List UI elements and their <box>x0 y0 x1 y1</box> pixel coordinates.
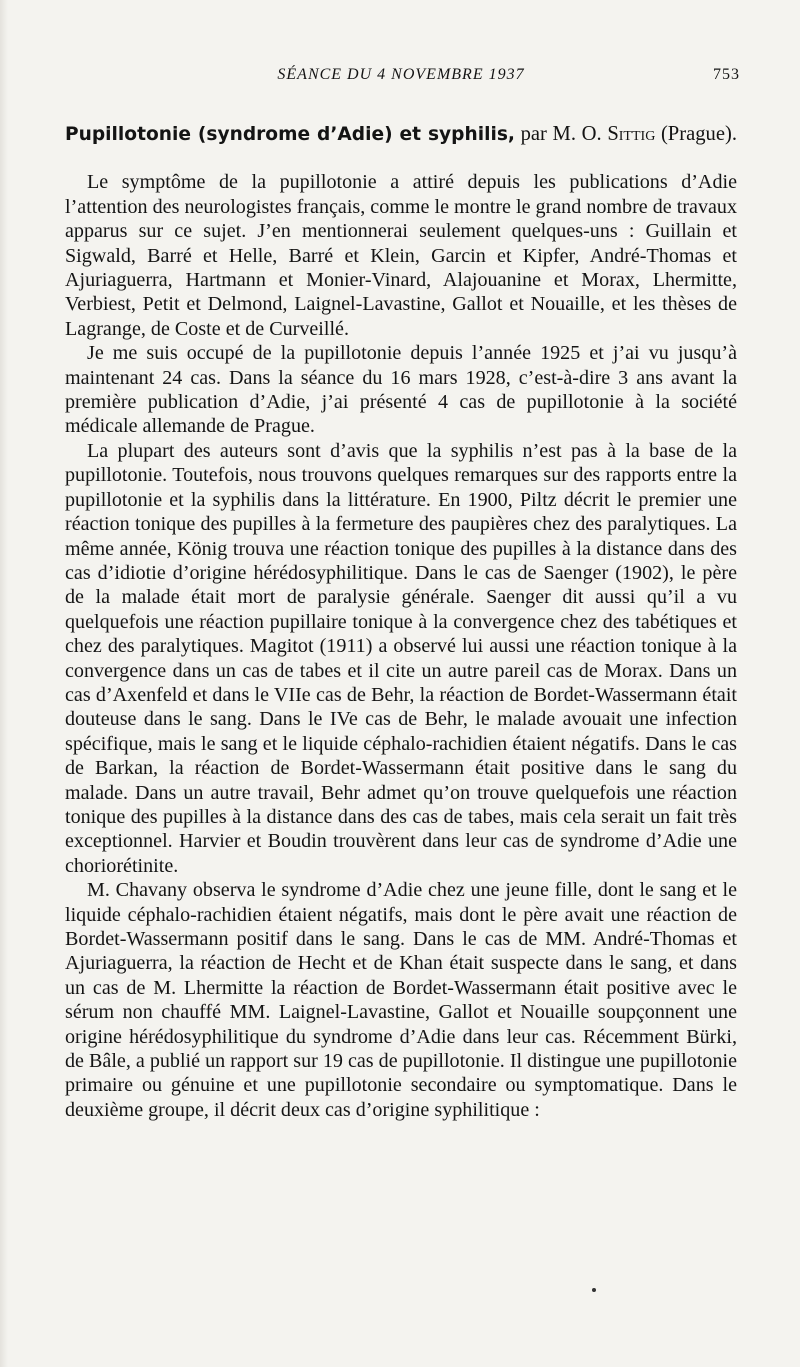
running-title: SÉANCE DU 4 NOVEMBRE 1937 <box>277 66 525 83</box>
author-name: Sittig <box>607 123 656 145</box>
author-prefix: par M. O. <box>520 123 602 145</box>
running-header <box>62 66 740 90</box>
paragraph: Le symptôme de la pupillotonie a attiré depuis les publications d’Adie l’attention des neurologistes français, comme le montre le grand nombre de travaux apparus sur ce sujet. J’en mentionnerai seulement quelques-uns : Guillain et Sigwald, Barré et Helle, Barré et Klein, Garcin et Kipfer, André-Thomas et Ajuriaguerra, Hartmann et Monier-Vinard, Alajouanine et Morax, Lhermitte, Verbiest, Petit et Delmond, Laignel-Lavastine, Gallot et Nouaille, et les thèses de Lagrange, de Coste et de Curveillé. <box>65 171 737 340</box>
page-edge-shadow <box>0 0 8 1367</box>
paragraph: Je me suis occupé de la pupillotonie depuis l’année 1925 et j’ai vu jusqu’à maintenant 24 cas. Dans la séance du 16 mars 1928, c’est-à-dire 3 ans avant la première publication d’Adie, j’ai présenté 4 cas de pupillotonie à la société médicale allemande de Prague. <box>65 342 737 438</box>
article-title-line <box>65 122 737 147</box>
article <box>65 122 737 1122</box>
paragraph: M. Chavany observa le syndrome d’Adie chez une jeune fille, dont le sang et le liquide céphalo-rachidien étaient négatifs, mais dont le père avait une réaction de Bordet-Wassermann positif dans le sang. Dans le cas de MM. André-Thomas et Ajuriaguerra, la réaction de Hecht et de Khan était suspecte dans le sang, et dans un cas de M. Lhermitte la réaction de Bordet-Wassermann était positive avec le sérum non chauffé MM. Laignel-Lavastine, Gallot et Nouaille soupçonnent une origine hérédosyphilitique du syndrome d’Adie dans leur cas. Récemment Bürki, de Bâle, a publié un rapport sur 19 cas de pupillotonie. Il distingue une pupillotonie primaire ou génuine et une pupillotonie secondaire ou symptomatique. Dans le deuxième groupe, il décrit deux cas d’origine syphilitique : <box>65 879 737 1121</box>
page-number: 753 <box>713 66 740 83</box>
article-title: Pupillotonie (syndrome d’Adie) et syphilis, <box>65 124 515 145</box>
paragraph: La plupart des auteurs sont d’avis que la syphilis n’est pas à la base de la pupillotonie. Toutefois, nous trouvons quelques remarques sur des rapports entre la pupillotonie et la syphilis dans la littérature. En 1900, Piltz décrit le premier une réaction tonique des pupilles à la fermeture des paupières chez des paralytiques. La même année, König trouva une réaction tonique des pupilles à la distance dans des cas d’idiotie d’origine hérédosyphilitique. Dans le cas de Saenger (1902), le père de la malade était mort de paralysie générale. Saenger dit aussi qu’il a vu quelquefois une réaction pupillaire tonique à la convergence chez des tabétiques et chez des paralytiques. Magitot (1911) a observé lui aussi une réaction tonique à la convergence dans un cas de tabes et il cite un autre pareil cas de Morax. Dans un cas d’Axenfeld et dans le VIIe cas de Behr, la réaction de Bordet-Wassermann était douteuse dans le sang. Dans le IVe cas de Behr, le malade avouait une infection spécifique, mais le sang et le liquide céphalo-rachidien étaient négatifs. Dans le cas de Barkan, la réaction de Bordet-Wassermann était positive dans le sang du malade. Dans un autre travail, Behr admet qu’on trouve quelquefois une réaction tonique des pupilles à la distance dans des cas de tabes, mais cela serait un fait très exceptionnel. Harvier et Boudin trouvèrent dans leur cas de syndrome d’Adie une choriorétinite. <box>65 439 737 877</box>
print-speck <box>592 1288 596 1292</box>
author-place: (Prague). <box>660 123 738 145</box>
